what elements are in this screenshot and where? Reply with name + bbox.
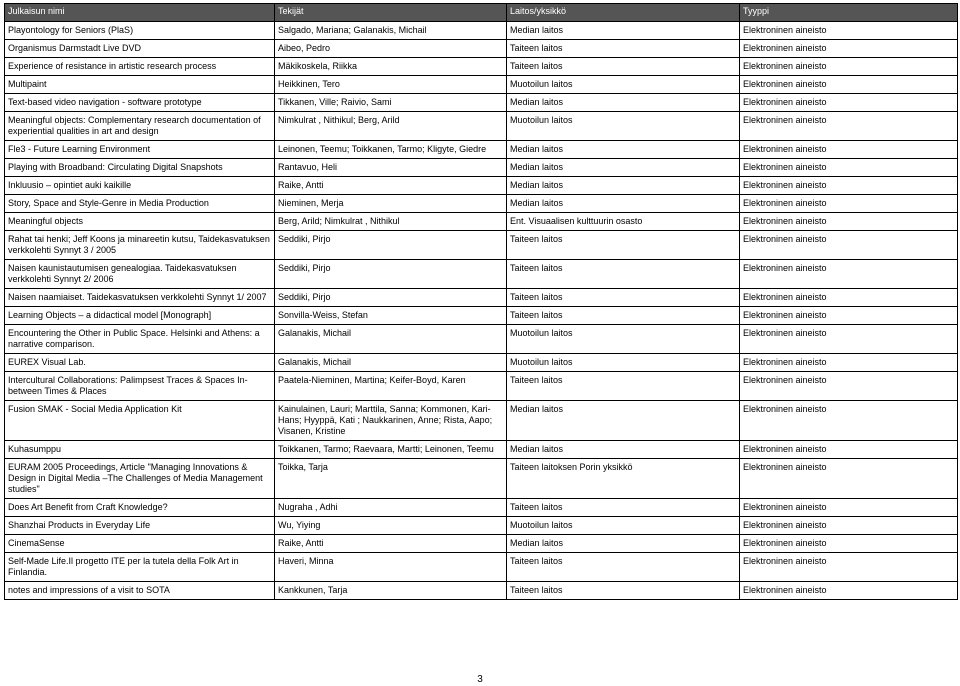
cell-authors: Heikkinen, Tero bbox=[275, 76, 507, 94]
table-row bbox=[5, 459, 958, 499]
cell-authors: Berg, Arild; Nimkulrat , Nithikul bbox=[275, 213, 507, 231]
cell-department: Taiteen laitos bbox=[507, 307, 740, 325]
table-row bbox=[5, 553, 958, 582]
cell-authors: Paatela-Nieminen, Martina; Keifer-Boyd, Karen bbox=[275, 372, 507, 401]
cell-type: Elektroninen aineisto bbox=[740, 94, 958, 112]
table-row bbox=[5, 177, 958, 195]
cell-type: Elektroninen aineisto bbox=[740, 517, 958, 535]
table-row bbox=[5, 112, 958, 141]
cell-title: notes and impressions of a visit to SOTA bbox=[5, 582, 275, 600]
cell-title: Meaningful objects bbox=[5, 213, 275, 231]
cell-type: Elektroninen aineisto bbox=[740, 40, 958, 58]
cell-type: Elektroninen aineisto bbox=[740, 22, 958, 40]
cell-type: Elektroninen aineisto bbox=[740, 372, 958, 401]
table-row bbox=[5, 517, 958, 535]
cell-department: Median laitos bbox=[507, 535, 740, 553]
cell-title: Encountering the Other in Public Space. Helsinki and Athens: a narrative comparison. bbox=[5, 325, 275, 354]
cell-type: Elektroninen aineisto bbox=[740, 213, 958, 231]
cell-type: Elektroninen aineisto bbox=[740, 499, 958, 517]
publications-table bbox=[4, 3, 958, 600]
cell-title: Fusion SMAK - Social Media Application Kit bbox=[5, 401, 275, 441]
cell-department: Median laitos bbox=[507, 401, 740, 441]
cell-department: Muotoilun laitos bbox=[507, 76, 740, 94]
cell-type: Elektroninen aineisto bbox=[740, 582, 958, 600]
cell-title: Organismus Darmstadt Live DVD bbox=[5, 40, 275, 58]
cell-title: Kuhasumppu bbox=[5, 441, 275, 459]
cell-department: Taiteen laitos bbox=[507, 40, 740, 58]
column-header-type: Tyyppi bbox=[740, 4, 958, 22]
cell-title: Playing with Broadband: Circulating Digital Snapshots bbox=[5, 159, 275, 177]
table-row bbox=[5, 94, 958, 112]
table-row bbox=[5, 22, 958, 40]
cell-department: Median laitos bbox=[507, 177, 740, 195]
table-row bbox=[5, 76, 958, 94]
cell-authors: Kainulainen, Lauri; Marttila, Sanna; Kommonen, Kari-Hans; Hyyppä, Kati ; Naukkarinen, Anne; Rista, Aapo; Visanen, Kristine bbox=[275, 401, 507, 441]
cell-type: Elektroninen aineisto bbox=[740, 401, 958, 441]
cell-department: Taiteen laitos bbox=[507, 231, 740, 260]
cell-authors: Nieminen, Merja bbox=[275, 195, 507, 213]
column-header-authors: Tekijät bbox=[275, 4, 507, 22]
cell-authors: Galanakis, Michail bbox=[275, 354, 507, 372]
cell-type: Elektroninen aineisto bbox=[740, 141, 958, 159]
table-row bbox=[5, 231, 958, 260]
cell-title: Fle3 - Future Learning Environment bbox=[5, 141, 275, 159]
table-row bbox=[5, 213, 958, 231]
cell-title: Text-based video navigation - software prototype bbox=[5, 94, 275, 112]
cell-department: Muotoilun laitos bbox=[507, 112, 740, 141]
table-row bbox=[5, 372, 958, 401]
table-row bbox=[5, 159, 958, 177]
cell-type: Elektroninen aineisto bbox=[740, 553, 958, 582]
cell-department: Median laitos bbox=[507, 94, 740, 112]
cell-title: Inkluusio – opintiet auki kaikille bbox=[5, 177, 275, 195]
cell-department: Taiteen laitos bbox=[507, 582, 740, 600]
cell-type: Elektroninen aineisto bbox=[740, 260, 958, 289]
cell-department: Taiteen laitos bbox=[507, 553, 740, 582]
cell-title: Rahat tai henki; Jeff Koons ja minareetin kutsu, Taidekasvatuksen verkkolehti Synnyt 3 / 2005 bbox=[5, 231, 275, 260]
cell-authors: Raike, Antti bbox=[275, 177, 507, 195]
cell-type: Elektroninen aineisto bbox=[740, 307, 958, 325]
cell-type: Elektroninen aineisto bbox=[740, 535, 958, 553]
table-row bbox=[5, 499, 958, 517]
cell-authors: Salgado, Mariana; Galanakis, Michail bbox=[275, 22, 507, 40]
cell-authors: Kankkunen, Tarja bbox=[275, 582, 507, 600]
cell-title: Playontology for Seniors (PlaS) bbox=[5, 22, 275, 40]
cell-title: Learning Objects – a didactical model [Monograph] bbox=[5, 307, 275, 325]
cell-type: Elektroninen aineisto bbox=[740, 159, 958, 177]
table-row bbox=[5, 535, 958, 553]
cell-department: Median laitos bbox=[507, 159, 740, 177]
cell-title: Self-Made Life.Il progetto ITE per la tutela della Folk Art in Finlandia. bbox=[5, 553, 275, 582]
cell-type: Elektroninen aineisto bbox=[740, 231, 958, 260]
cell-authors: Nugraha , Adhi bbox=[275, 499, 507, 517]
cell-type: Elektroninen aineisto bbox=[740, 112, 958, 141]
cell-authors: Leinonen, Teemu; Toikkanen, Tarmo; Kligyte, Giedre bbox=[275, 141, 507, 159]
cell-authors: Toikkanen, Tarmo; Raevaara, Martti; Leinonen, Teemu bbox=[275, 441, 507, 459]
table-row bbox=[5, 40, 958, 58]
table-row bbox=[5, 441, 958, 459]
cell-title: Experience of resistance in artistic research process bbox=[5, 58, 275, 76]
table-row bbox=[5, 354, 958, 372]
cell-department: Median laitos bbox=[507, 22, 740, 40]
cell-authors: Galanakis, Michail bbox=[275, 325, 507, 354]
cell-department: Taiteen laitos bbox=[507, 499, 740, 517]
column-header-department: Laitos/yksikkö bbox=[507, 4, 740, 22]
cell-department: Median laitos bbox=[507, 441, 740, 459]
cell-department: Taiteen laitos bbox=[507, 260, 740, 289]
cell-authors: Haveri, Minna bbox=[275, 553, 507, 582]
cell-type: Elektroninen aineisto bbox=[740, 195, 958, 213]
cell-authors: Seddiki, Pirjo bbox=[275, 260, 507, 289]
cell-authors: Seddiki, Pirjo bbox=[275, 231, 507, 260]
cell-type: Elektroninen aineisto bbox=[740, 76, 958, 94]
cell-department: Muotoilun laitos bbox=[507, 517, 740, 535]
table-body bbox=[5, 22, 958, 600]
table-row bbox=[5, 58, 958, 76]
table-row bbox=[5, 260, 958, 289]
cell-department: Taiteen laitoksen Porin yksikkö bbox=[507, 459, 740, 499]
table-row bbox=[5, 289, 958, 307]
table-row bbox=[5, 401, 958, 441]
cell-title: Naisen kaunistautumisen genealogiaa. Taidekasvatuksen verkkolehti Synnyt 2/ 2006 bbox=[5, 260, 275, 289]
cell-title: EURAM 2005 Proceedings, Article "Managing Innovations & Design in Digital Media –The Challenges of Media Management studies" bbox=[5, 459, 275, 499]
cell-title: Intercultural Collaborations: Palimpsest Traces & Spaces In-between Times & Places bbox=[5, 372, 275, 401]
table-row bbox=[5, 325, 958, 354]
cell-authors: Mäkikoskela, Riikka bbox=[275, 58, 507, 76]
cell-department: Taiteen laitos bbox=[507, 289, 740, 307]
cell-authors: Seddiki, Pirjo bbox=[275, 289, 507, 307]
cell-department: Muotoilun laitos bbox=[507, 325, 740, 354]
cell-type: Elektroninen aineisto bbox=[740, 325, 958, 354]
cell-title: Does Art Benefit from Craft Knowledge? bbox=[5, 499, 275, 517]
cell-type: Elektroninen aineisto bbox=[740, 459, 958, 499]
table-row bbox=[5, 195, 958, 213]
cell-title: Naisen naamiaiset. Taidekasvatuksen verkkolehti Synnyt 1/ 2007 bbox=[5, 289, 275, 307]
cell-authors: Toikka, Tarja bbox=[275, 459, 507, 499]
cell-title: Shanzhai Products in Everyday Life bbox=[5, 517, 275, 535]
cell-type: Elektroninen aineisto bbox=[740, 177, 958, 195]
cell-title: Story, Space and Style-Genre in Media Production bbox=[5, 195, 275, 213]
cell-department: Taiteen laitos bbox=[507, 372, 740, 401]
table-header-row bbox=[5, 4, 958, 22]
table-row bbox=[5, 307, 958, 325]
cell-authors: Wu, Yiying bbox=[275, 517, 507, 535]
cell-title: EUREX Visual Lab. bbox=[5, 354, 275, 372]
cell-title: Meaningful objects: Complementary research documentation of experiential qualities in art and design bbox=[5, 112, 275, 141]
table-row bbox=[5, 582, 958, 600]
cell-title: CinemaSense bbox=[5, 535, 275, 553]
cell-department: Ent. Visuaalisen kulttuurin osasto bbox=[507, 213, 740, 231]
cell-authors: Tikkanen, Ville; Raivio, Sami bbox=[275, 94, 507, 112]
cell-department: Median laitos bbox=[507, 141, 740, 159]
page-number: 3 bbox=[477, 674, 483, 685]
column-header-title: Julkaisun nimi bbox=[5, 4, 275, 22]
cell-authors: Rantavuo, Heli bbox=[275, 159, 507, 177]
table-row bbox=[5, 141, 958, 159]
cell-title: Multipaint bbox=[5, 76, 275, 94]
cell-department: Median laitos bbox=[507, 195, 740, 213]
cell-authors: Aibeo, Pedro bbox=[275, 40, 507, 58]
cell-authors: Sonvilla-Weiss, Stefan bbox=[275, 307, 507, 325]
cell-type: Elektroninen aineisto bbox=[740, 58, 958, 76]
cell-type: Elektroninen aineisto bbox=[740, 354, 958, 372]
cell-authors: Raike, Antti bbox=[275, 535, 507, 553]
cell-type: Elektroninen aineisto bbox=[740, 441, 958, 459]
cell-department: Taiteen laitos bbox=[507, 58, 740, 76]
cell-type: Elektroninen aineisto bbox=[740, 289, 958, 307]
cell-department: Muotoilun laitos bbox=[507, 354, 740, 372]
cell-authors: Nimkulrat , Nithikul; Berg, Arild bbox=[275, 112, 507, 141]
